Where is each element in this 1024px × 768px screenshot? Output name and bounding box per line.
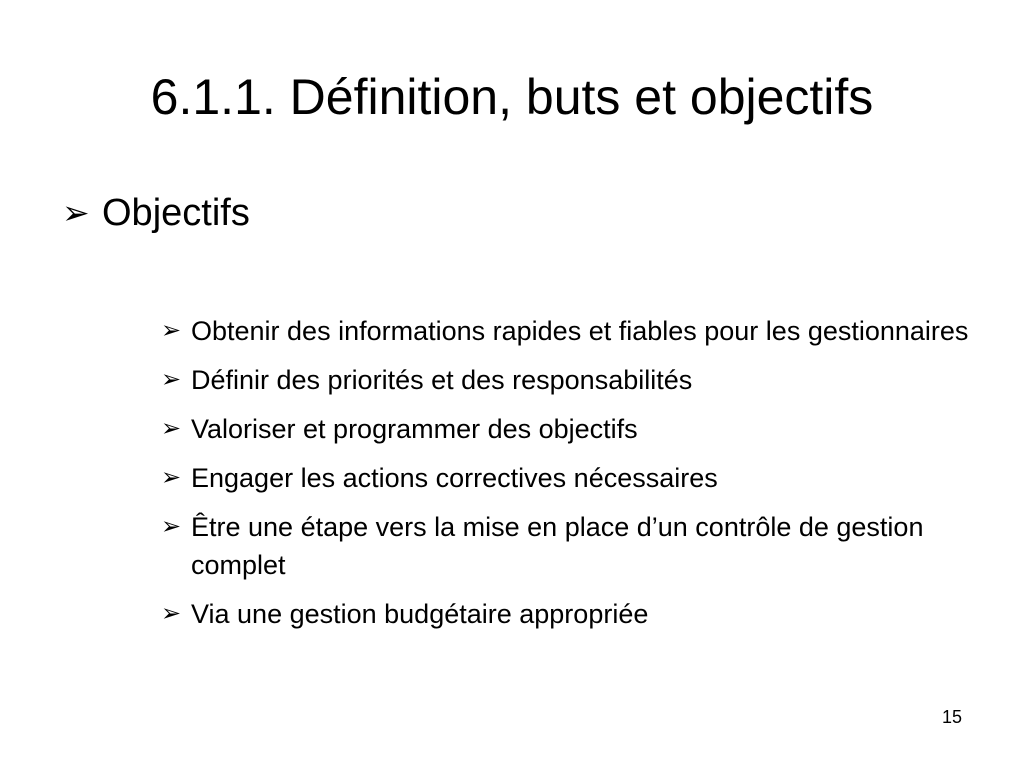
arrow-bullet-icon: ➢ <box>161 513 182 540</box>
list-item-text: Être une étape vers la mise en place d’un contrôle de gestion complet <box>191 512 924 580</box>
list-item-text: Engager les actions correctives nécessaires <box>191 463 718 493</box>
arrow-bullet-icon: ➢ <box>161 464 182 491</box>
list-item <box>161 459 981 497</box>
list-item-text: Obtenir des informations rapides et fiables pour les gestionnaires <box>191 316 969 346</box>
list-item <box>161 361 981 399</box>
list-item <box>161 508 981 584</box>
arrow-bullet-icon: ➢ <box>161 317 182 344</box>
list-item <box>161 595 981 633</box>
section-heading-text: Objectifs <box>102 192 250 234</box>
objectives-list <box>161 312 981 644</box>
list-item <box>161 410 981 448</box>
arrow-bullet-icon: ➢ <box>161 415 182 442</box>
list-item-text: Via une gestion budgétaire appropriée <box>191 599 649 629</box>
arrow-bullet-icon: ➢ <box>161 366 182 393</box>
arrow-bullet-icon: ➢ <box>62 194 90 231</box>
list-item-text: Définir des priorités et des responsabilités <box>191 365 693 395</box>
list-item-text: Valoriser et programmer des objectifs <box>191 414 638 444</box>
arrow-bullet-icon: ➢ <box>161 600 182 627</box>
list-item <box>161 312 981 350</box>
page-number: 15 <box>941 707 962 727</box>
slide-title: 6.1.1. Définition, buts et objectifs <box>150 69 874 125</box>
section-heading <box>62 187 250 239</box>
